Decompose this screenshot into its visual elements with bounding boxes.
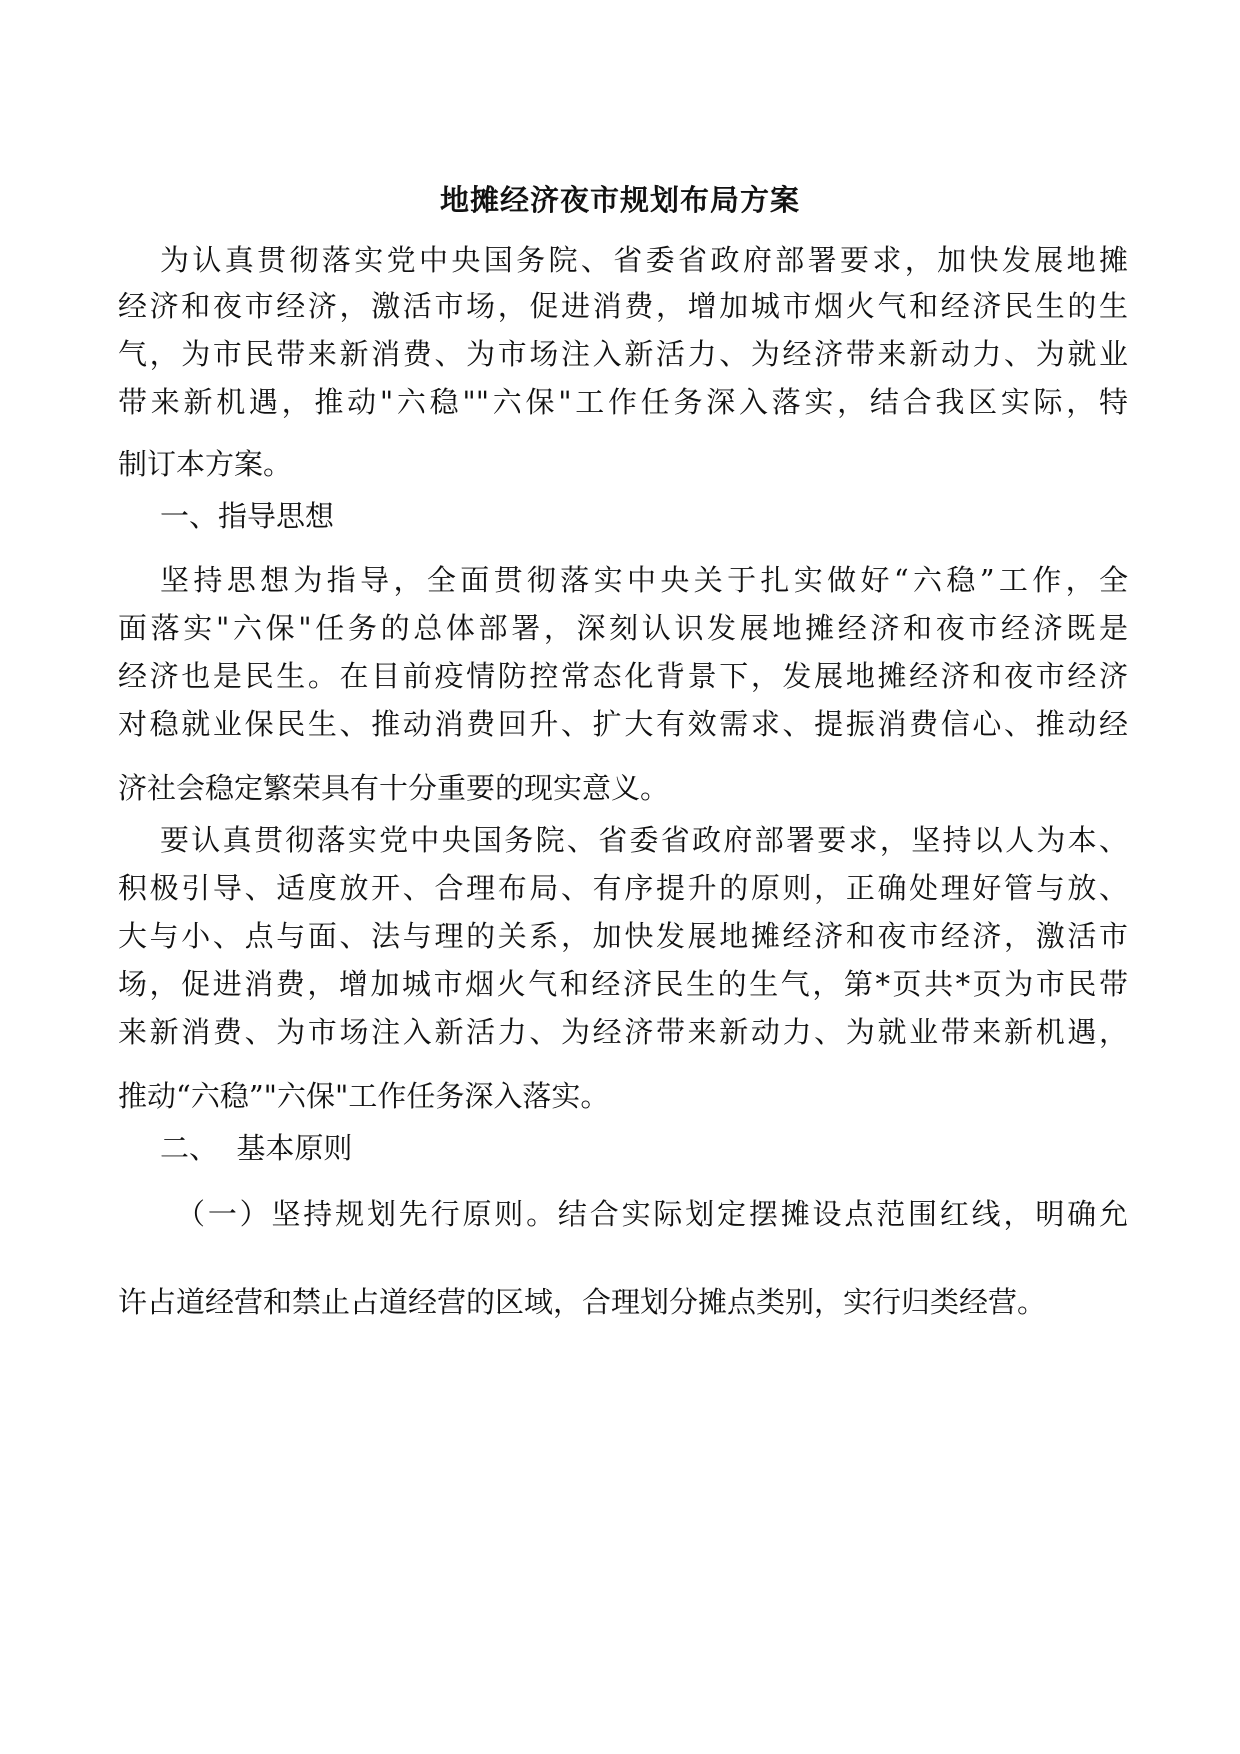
paragraph-line: 要认真贯彻落实党中央国务院、省委省政府部署要求，坚持以人为本、 <box>160 823 1128 857</box>
paragraph-line: 面落实"六保"任务的总体部署，深刻认识发展地摊经济和夜市经济既是 <box>118 611 1128 645</box>
section-heading: 二、 基本原则 <box>160 1131 353 1165</box>
section-heading: 一、指导思想 <box>160 499 335 533</box>
paragraph-line: 经济也是民生。在目前疫情防控常态化背景下，发展地摊经济和夜市经济 <box>118 659 1128 693</box>
paragraph-line: 来新消费、为市场注入新活力、为经济带来新动力、为就业带来新机遇， <box>118 1015 1128 1049</box>
paragraph-line: 推动“六稳”"六保"工作任务深入落实。 <box>118 1079 610 1113</box>
paragraph-line: 许占道经营和禁止占道经营的区域，合理划分摊点类别，实行归类经营。 <box>118 1285 1047 1319</box>
paragraph-line: （一）坚持规划先行原则。结合实际划定摆摊设点范围红线，明确允 <box>176 1197 1128 1231</box>
paragraph-line: 济社会稳定繁荣具有十分重要的现实意义。 <box>118 771 670 805</box>
paragraph-line: 带来新机遇，推动"六稳""六保"工作任务深入落实，结合我区实际，特 <box>118 385 1128 419</box>
paragraph-line: 气，为市民带来新消费、为市场注入新活力、为经济带来新动力、为就业 <box>118 337 1128 371</box>
paragraph-line: 坚持思想为指导，全面贯彻落实中央关于扎实做好“六稳”工作，全 <box>160 563 1128 597</box>
document-title: 地摊经济夜市规划布局方案 <box>439 183 800 217</box>
paragraph-line: 场，促进消费，增加城市烟火气和经济民生的生气，第*页共*页为市民带 <box>118 967 1128 1001</box>
paragraph-line: 对稳就业保民生、推动消费回升、扩大有效需求、提振消费信心、推动经 <box>118 707 1128 741</box>
paragraph-line: 为认真贯彻落实党中央国务院、省委省政府部署要求，加快发展地摊 <box>160 243 1128 277</box>
paragraph-line: 积极引导、适度放开、合理布局、有序提升的原则，正确处理好管与放、 <box>118 871 1128 905</box>
paragraph-line: 经济和夜市经济，激活市场，促进消费，增加城市烟火气和经济民生的生 <box>118 289 1128 323</box>
paragraph-line: 制订本方案。 <box>118 447 293 481</box>
paragraph-line: 大与小、点与面、法与理的关系，加快发展地摊经济和夜市经济，激活市 <box>118 919 1128 953</box>
